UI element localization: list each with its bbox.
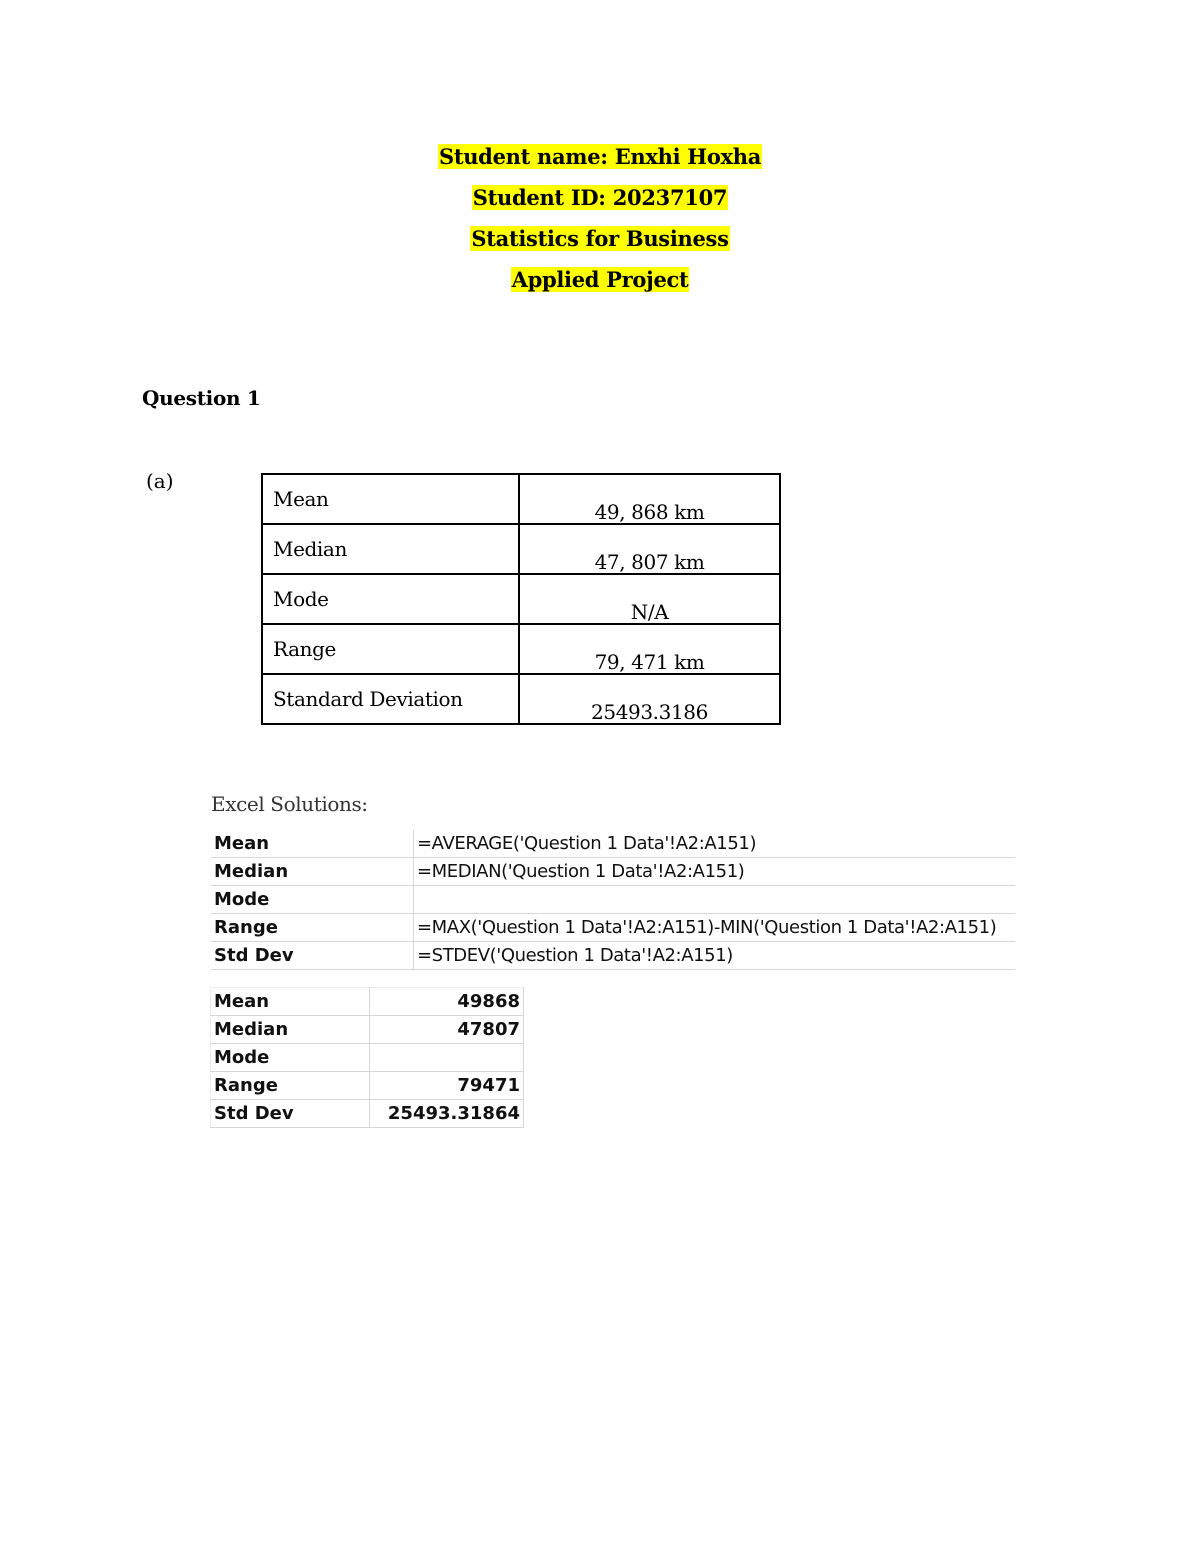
table-row (262, 624, 780, 674)
formula-mode (414, 886, 1016, 914)
project-title: Applied Project (511, 267, 689, 292)
formula-median: =MEDIAN('Question 1 Data'!A2:A151) (414, 858, 1016, 886)
table-row (262, 524, 780, 574)
result-label-std-dev: Std Dev (211, 1100, 370, 1128)
formula-label-mode: Mode (211, 886, 414, 914)
row-value-range: 79, 471 km (519, 624, 780, 674)
formula-label-range: Range (211, 914, 414, 942)
question-heading: Question 1 (142, 386, 261, 410)
row-label-mode: Mode (262, 574, 519, 624)
table-row (211, 914, 1015, 942)
table-row (211, 1016, 524, 1044)
result-label-range: Range (211, 1072, 370, 1100)
formula-label-median: Median (211, 858, 414, 886)
table-row (211, 942, 1015, 970)
student-id: Student ID: 20237107 (472, 185, 728, 210)
table-row (211, 886, 1015, 914)
table-row (262, 474, 780, 524)
part-label: (a) (146, 469, 174, 493)
row-label-mean: Mean (262, 474, 519, 524)
summary-statistics-table (261, 473, 781, 725)
row-value-mode: N/A (519, 574, 780, 624)
excel-solutions-caption: Excel Solutions: (211, 792, 368, 816)
table-row (211, 1044, 524, 1072)
row-label-std-dev: Standard Deviation (262, 674, 519, 724)
formula-range: =MAX('Question 1 Data'!A2:A151)-MIN('Question 1 Data'!A2:A151) (414, 914, 1016, 942)
row-label-range: Range (262, 624, 519, 674)
excel-results-screenshot (210, 987, 524, 1128)
result-value-median: 47807 (370, 1016, 524, 1044)
table-row (262, 574, 780, 624)
row-label-median: Median (262, 524, 519, 574)
excel-formulas-screenshot (211, 830, 1015, 970)
table-row (211, 1072, 524, 1100)
result-value-range: 79471 (370, 1072, 524, 1100)
title-block (0, 140, 1200, 304)
result-label-mode: Mode (211, 1044, 370, 1072)
row-value-median: 47, 807 km (519, 524, 780, 574)
formula-std-dev: =STDEV('Question 1 Data'!A2:A151) (414, 942, 1016, 970)
formula-label-std-dev: Std Dev (211, 942, 414, 970)
table-row (211, 1100, 524, 1128)
formula-label-mean: Mean (211, 830, 414, 858)
student-name: Student name: Enxhi Hoxha (438, 144, 762, 169)
formula-mean: =AVERAGE('Question 1 Data'!A2:A151) (414, 830, 1016, 858)
result-label-mean: Mean (211, 988, 370, 1016)
row-value-std-dev: 25493.3186 (519, 674, 780, 724)
table-row (211, 830, 1015, 858)
table-row (262, 674, 780, 724)
table-row (211, 988, 524, 1016)
result-value-std-dev: 25493.31864 (370, 1100, 524, 1128)
row-value-mean: 49, 868 km (519, 474, 780, 524)
result-value-mean: 49868 (370, 988, 524, 1016)
course-title: Statistics for Business (471, 226, 729, 251)
result-label-median: Median (211, 1016, 370, 1044)
result-value-mode (370, 1044, 524, 1072)
table-row (211, 858, 1015, 886)
